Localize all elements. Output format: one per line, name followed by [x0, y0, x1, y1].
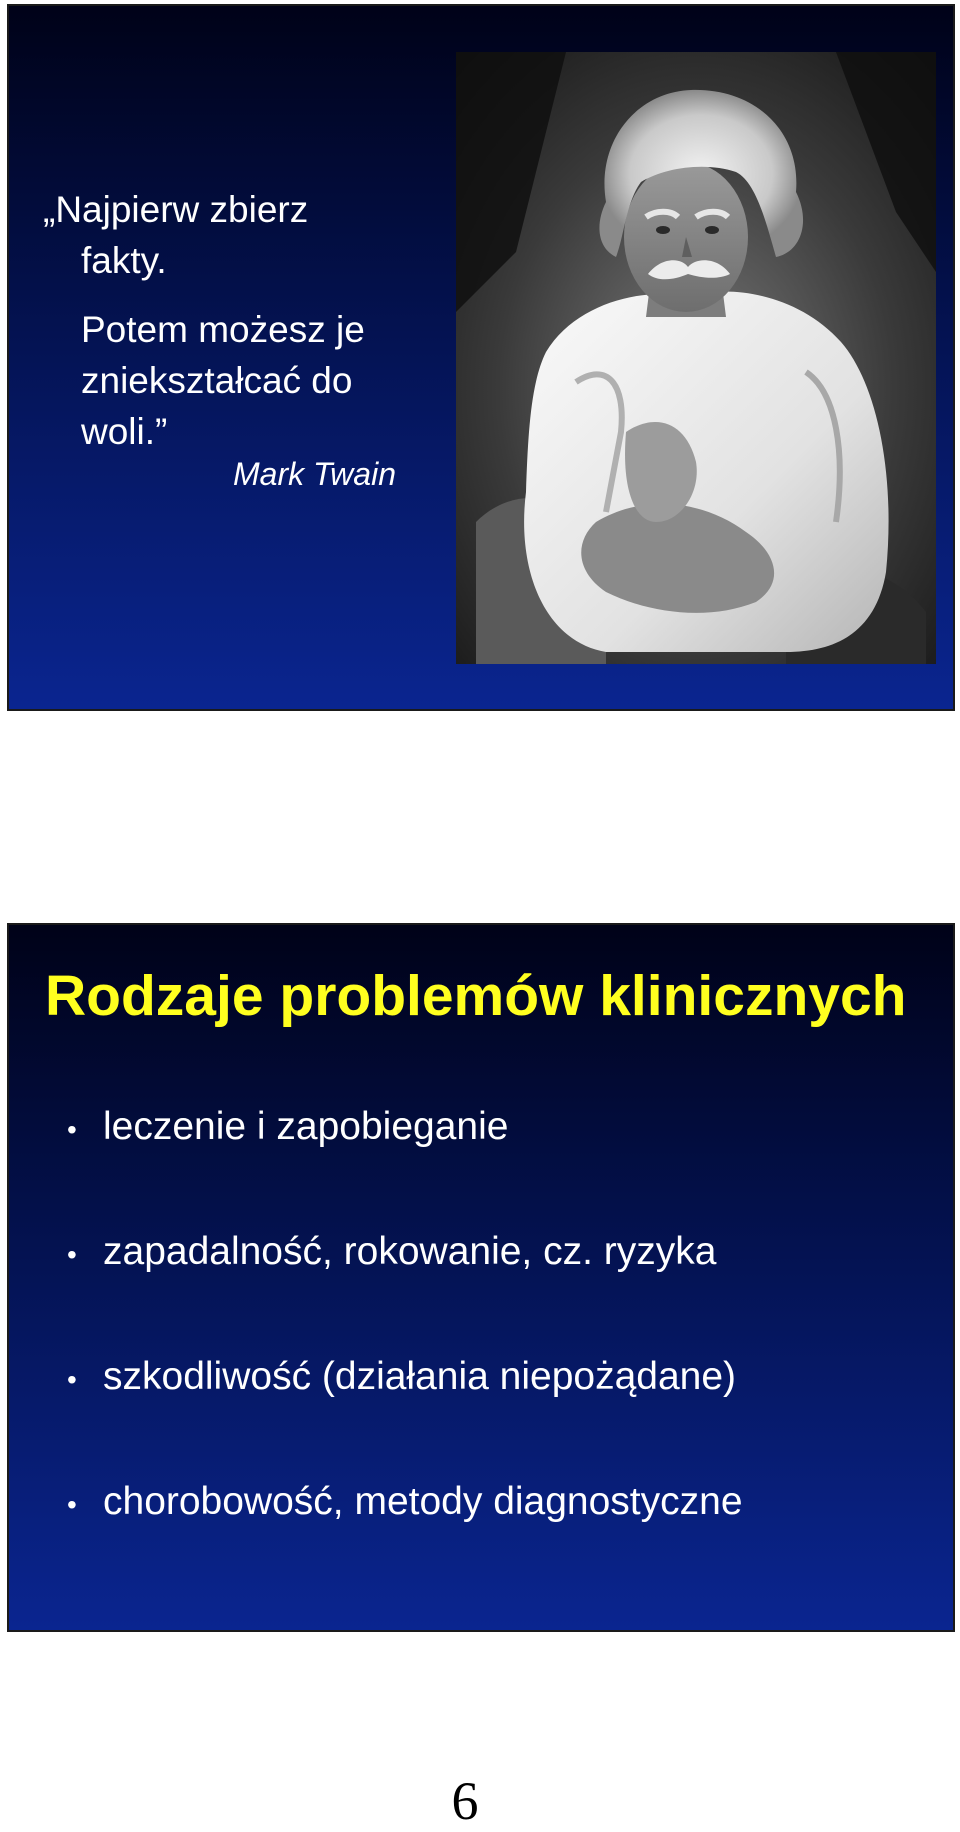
list-item — [67, 1480, 743, 1605]
slide-clinical-problems — [7, 923, 955, 1632]
portrait-photo-icon — [456, 52, 936, 664]
portrait-image — [456, 52, 936, 664]
bullet-text: szkodliwość (działania niepożądane) — [103, 1355, 737, 1398]
bullet-text: chorobowość, metody diagnostyczne — [103, 1480, 743, 1523]
quote-line: Potem możesz je — [81, 309, 365, 351]
list-item — [67, 1230, 743, 1355]
slide-quote — [7, 4, 955, 711]
bullet-text: zapadalność, rokowanie, cz. ryzyka — [103, 1230, 717, 1273]
quote-line: woli.” — [81, 411, 168, 453]
quote-line: fakty. — [81, 240, 167, 282]
list-item — [67, 1355, 743, 1480]
bullet-dot-icon: • — [67, 1239, 77, 1270]
bullet-list — [67, 1105, 743, 1605]
quote-author: Mark Twain — [233, 456, 396, 492]
slide-title: Rodzaje problemów klinicznych — [45, 964, 907, 1028]
quote-line: zniekształcać do — [81, 360, 353, 402]
bullet-dot-icon: • — [67, 1489, 77, 1520]
bullet-text: leczenie i zapobieganie — [103, 1105, 509, 1148]
bullet-dot-icon: • — [67, 1114, 77, 1145]
bullet-dot-icon: • — [67, 1364, 77, 1395]
quote-text — [43, 184, 443, 457]
list-item — [67, 1105, 743, 1230]
page-number: 6 — [451, 1771, 479, 1831]
quote-line: „Najpierw zbierz — [43, 189, 309, 230]
